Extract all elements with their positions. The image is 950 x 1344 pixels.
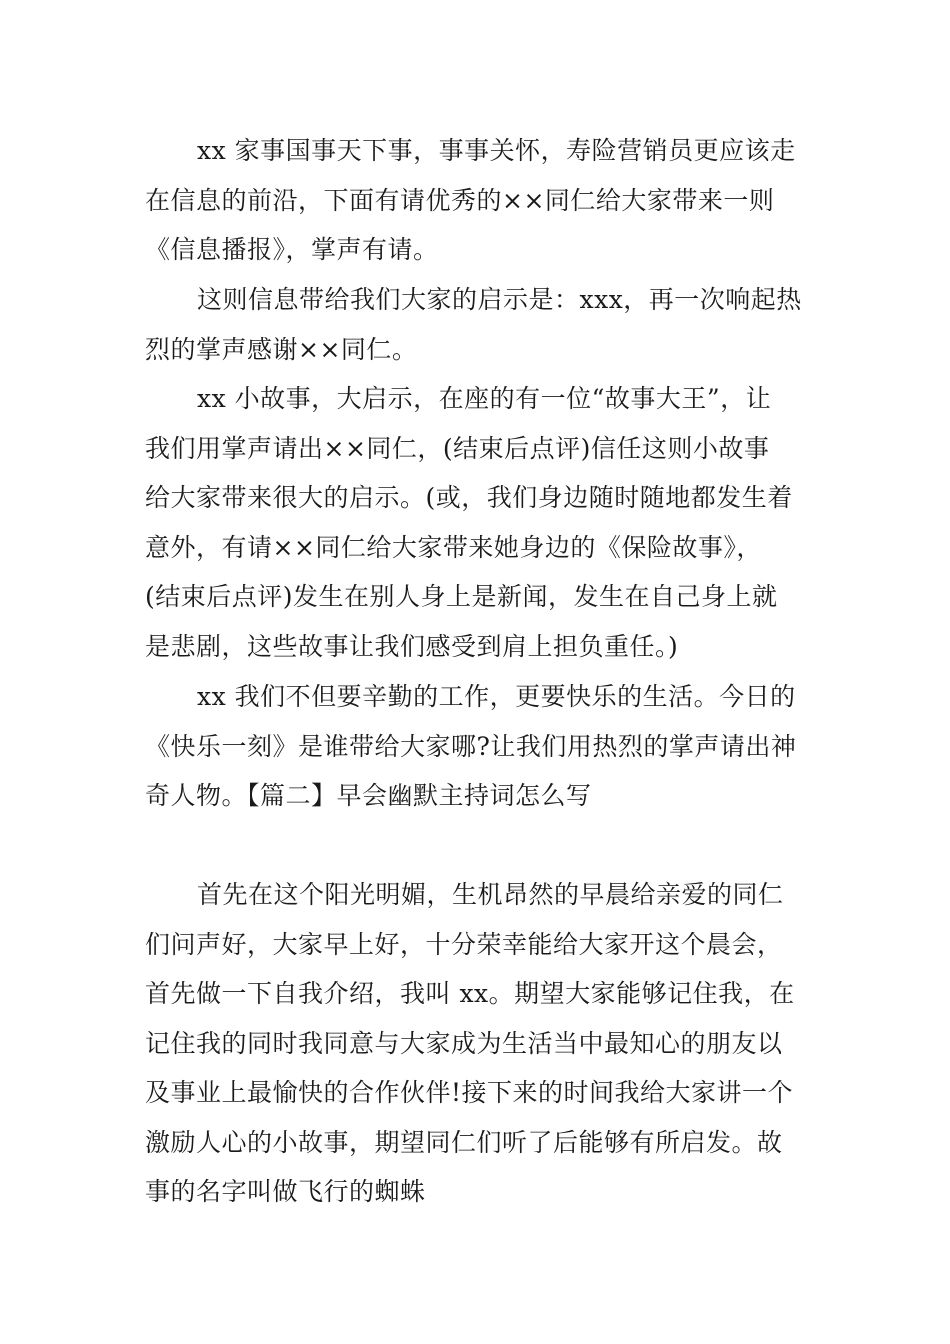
text-line: 首先做一下自我介绍，我叫 xx。期望大家能够记住我，在 <box>145 979 795 1008</box>
text-line: 《快乐一刻》是谁带给大家哪?让我们用热烈的掌声请出神 <box>145 731 797 761</box>
text-line: 《信息播报》，掌声有请。 <box>145 235 439 264</box>
paragraph-info-inspiration <box>145 275 810 374</box>
text-line: 事的名字叫做飞行的蜘蛛 <box>145 1177 426 1206</box>
text-line: 我们用掌声请出××同仁，(结束后点评)信任这则小故事 <box>145 433 770 463</box>
text-line: 这则信息带给我们大家的启示是：xxx，再一次响起热 <box>197 285 802 314</box>
text-line: 给大家带来很大的启示。(或，我们身边随时随地都发生着 <box>145 483 793 512</box>
text-line: xx 家事国事天下事，事事关怀，寿险营销员更应该走 <box>197 136 796 165</box>
text-line: 们问声好，大家早上好，十分荣幸能给大家开这个晨会， <box>145 929 783 959</box>
text-line: 及事业上最愉快的合作伙伴!接下来的时间我给大家讲一个 <box>145 1078 794 1107</box>
text-line: (结束后点评)发生在别人身上是新闻，发生在自己身上就 <box>145 582 778 611</box>
paragraph-small-story <box>145 374 810 671</box>
text-line: 意外，有请××同仁给大家带来她身边的《保险故事》， <box>145 532 762 562</box>
paragraph-morning-greeting <box>145 870 810 1217</box>
text-line: 记住我的同时我同意与大家成为生活当中最知心的朋友以 <box>145 1028 783 1058</box>
text-line: 首先在这个阳光明媚，生机昂然的早晨给亲爱的同仁 <box>197 880 784 909</box>
text-line: 是悲剧，这些故事让我们感受到肩上担负重任。) <box>145 631 679 661</box>
text-line: 在信息的前沿，下面有请优秀的××同仁给大家带来一则 <box>145 185 775 215</box>
paragraph-happy-moment <box>145 672 810 821</box>
text-line: xx 我们不但要辛勤的工作，更要快乐的生活。今日的 <box>197 682 796 711</box>
text-line: 激励人心的小故事，期望同仁们听了后能够有所启发。故 <box>145 1127 783 1157</box>
text-line: 奇人物。【篇二】早会幽默主持词怎么写 <box>145 781 592 810</box>
text-line: xx 小故事，大启示，在座的有一位“故事大王”，让 <box>197 384 772 413</box>
text-line: 烈的掌声感谢××同仁。 <box>145 334 418 364</box>
paragraph-info-broadcast <box>145 126 810 275</box>
